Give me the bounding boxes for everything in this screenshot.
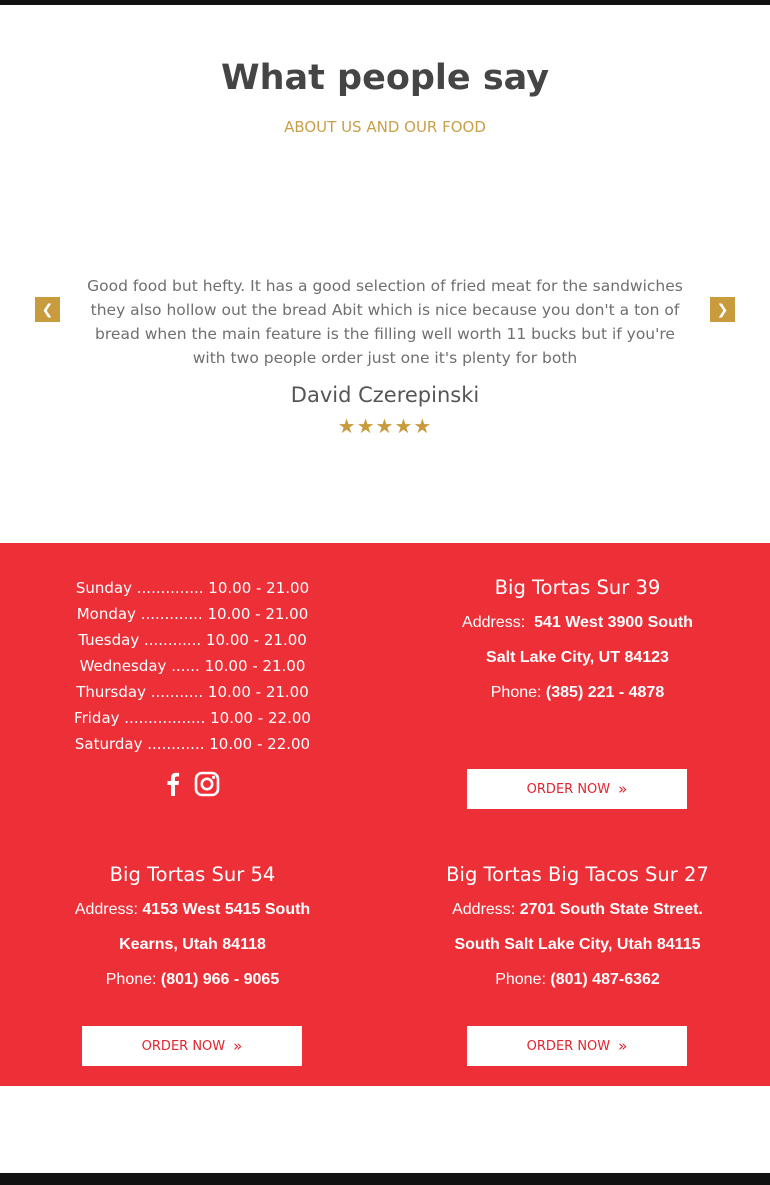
location-card (385, 575, 770, 815)
location-name: Big Tortas Sur 54 (109, 863, 276, 886)
phone-number: (801) 487-6362 (550, 971, 660, 988)
instagram-icon[interactable] (194, 771, 220, 797)
section-subtitle: ABOUT US AND OUR FOOD (284, 118, 486, 136)
double-chevron-right-icon: » (233, 1037, 243, 1055)
phone-label: Phone: (495, 971, 546, 988)
social-links (0, 771, 385, 797)
bottom-bar (0, 1173, 770, 1185)
address-city: Salt Lake City, UT 84123 (486, 649, 669, 666)
double-chevron-right-icon: » (618, 780, 628, 798)
address-street: 541 West 3900 South (534, 614, 693, 631)
order-now-label: ORDER NOW (526, 781, 611, 797)
opening-hours (40, 575, 345, 757)
chevron-left-icon: ❮ (41, 301, 54, 318)
address-street: 2701 South State Street. (519, 901, 703, 918)
location-phone (0, 962, 385, 997)
order-now-label: ORDER NOW (526, 1038, 611, 1054)
chevron-right-icon: ❯ (716, 301, 729, 318)
order-now-button[interactable] (467, 769, 687, 809)
order-now-button[interactable] (467, 1026, 687, 1066)
phone-number: (801) 966 - 9065 (160, 971, 280, 988)
phone-number: (385) 221 - 4878 (545, 684, 665, 701)
location-address (385, 605, 770, 640)
section-title: What people say (220, 58, 550, 98)
double-chevron-right-icon: » (618, 1037, 628, 1055)
address-city: South Salt Lake City, Utah 84115 (454, 936, 701, 953)
hours-row: Tuesday ............ 10.00 - 21.00 (78, 631, 307, 649)
carousel-prev-button[interactable] (35, 297, 60, 322)
carousel-next-button[interactable] (710, 297, 735, 322)
hours-row: Wednesday ...... 10.00 - 21.00 (79, 657, 306, 675)
location-card (0, 862, 385, 1072)
phone-label: Phone: (105, 971, 157, 988)
address-street: 4153 West 5415 South (142, 901, 311, 918)
order-now-button[interactable] (82, 1026, 302, 1066)
hours-row: Saturday ............ 10.00 - 22.00 (74, 735, 311, 753)
location-phone (385, 675, 770, 710)
top-bar (0, 0, 770, 5)
hours-row: Sunday .............. 10.00 - 21.00 (75, 579, 310, 597)
location-card (385, 862, 770, 1072)
address-city: Kearns, Utah 84118 (119, 936, 266, 953)
hours-row: Monday ............. 10.00 - 21.00 (76, 605, 309, 623)
phone-label: Phone: (490, 684, 542, 701)
address-label: Address: (462, 614, 526, 631)
location-address (0, 892, 385, 927)
location-address (385, 892, 770, 927)
location-name: Big Tortas Big Tacos Sur 27 (446, 863, 709, 886)
testimonial-text: Good food but hefty. It has a good selection of fried meat for the sandwiches they also hollow out the bread Abit which is nice because you don't a ton of bread when the main feature is the filling well worth 11 bucks but if you're with two people order just one it's plenty for both (87, 277, 683, 367)
rating-stars: ★★★★★ (337, 414, 433, 438)
footer (0, 543, 770, 1086)
hours-row: Friday ................. 10.00 - 22.00 (74, 709, 311, 727)
hours-row: Thursday ........... 10.00 - 21.00 (76, 683, 309, 701)
location-name: Big Tortas Sur 39 (494, 576, 661, 599)
order-now-label: ORDER NOW (141, 1038, 226, 1054)
location-phone (385, 962, 770, 997)
facebook-icon[interactable] (166, 772, 180, 796)
testimonial-author: David Czerepinski (290, 383, 480, 407)
address-label: Address: (452, 901, 516, 918)
address-label: Address: (74, 901, 138, 918)
